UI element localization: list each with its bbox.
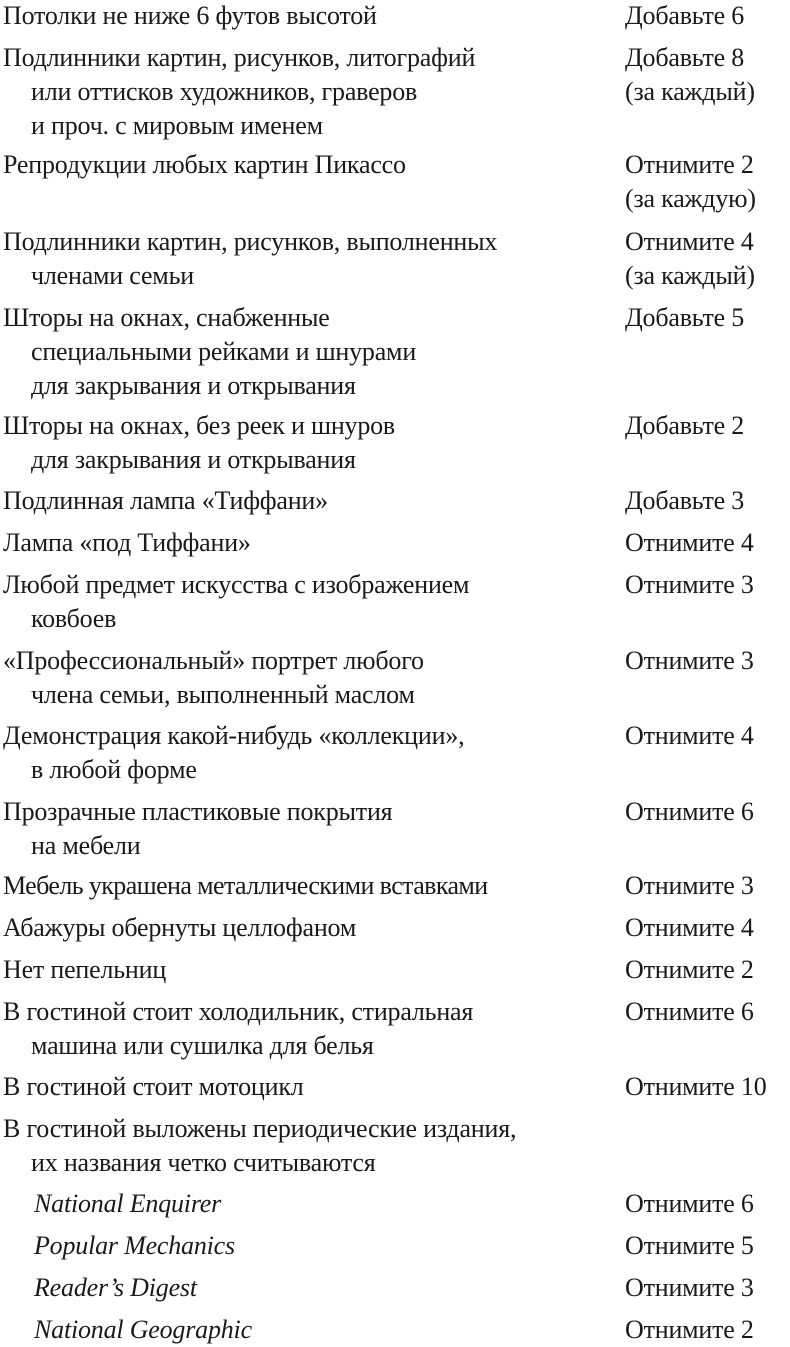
row-score <box>625 1229 754 1263</box>
score-text: Добавьте 2 <box>625 411 745 440</box>
score-text: Отнимите 3 <box>625 646 754 675</box>
row-description <box>0 953 620 987</box>
row-text: Шторы на окнах, без реек и шнуров <box>3 411 396 440</box>
table-row <box>0 719 790 787</box>
row-text: Подлинники картин, рисунков, выполненных <box>3 227 498 256</box>
row-description <box>0 484 620 518</box>
row-text: В гостиной выложены периодические издания, <box>3 1114 517 1143</box>
score-text: Отнимите 6 <box>625 997 754 1026</box>
row-score <box>625 995 754 1029</box>
row-text: Лампа «под Тиффани» <box>3 528 251 557</box>
table-row <box>0 953 790 987</box>
row-text: Мебель украшена металлическими вставками <box>3 871 488 900</box>
table-row <box>0 869 790 903</box>
score-text: Отнимите 3 <box>625 871 754 900</box>
row-text: для закрывания и открывания <box>31 371 356 400</box>
row-text: Подлинная лампа «Тиффани» <box>3 486 328 515</box>
row-score <box>625 1313 754 1347</box>
row-score <box>625 148 756 216</box>
row-text: Демонстрация какой-нибудь «коллекции», <box>3 721 465 750</box>
row-description <box>0 225 620 293</box>
row-description <box>0 995 620 1063</box>
row-text: на мебели <box>31 831 141 860</box>
periodical-title <box>0 1187 620 1221</box>
row-text: члена семьи, выполненный маслом <box>31 680 415 709</box>
row-score <box>625 953 754 987</box>
periodical-row <box>0 1229 790 1263</box>
score-text: Отнимите 4 <box>625 913 754 942</box>
row-score <box>625 225 755 293</box>
row-score <box>625 719 754 753</box>
row-score <box>625 484 744 518</box>
row-description <box>0 1112 700 1180</box>
periodical-name: Popular Mechanics <box>34 1231 235 1260</box>
table-row <box>0 995 790 1063</box>
row-text: ковбоев <box>31 604 117 633</box>
table-row <box>0 526 790 560</box>
row-text: Любой предмет искусства с изображением <box>3 570 470 599</box>
score-note: (за каждую) <box>625 184 756 213</box>
row-text: Подлинники картин, рисунков, литографий <box>3 43 476 72</box>
score-text: Отнимите 3 <box>625 1273 754 1302</box>
row-score <box>625 409 744 443</box>
score-text: Отнимите 2 <box>625 955 754 984</box>
score-note: (за каждый) <box>625 77 755 106</box>
row-score <box>625 644 754 678</box>
score-text: Отнимите 10 <box>625 1072 767 1101</box>
score-text: Отнимите 2 <box>625 150 754 179</box>
score-text: Добавьте 8 <box>625 43 745 72</box>
score-text: Добавьте 5 <box>625 303 745 332</box>
row-description <box>0 301 620 403</box>
row-score <box>625 568 754 602</box>
table-row <box>0 409 790 477</box>
row-score <box>625 795 754 829</box>
score-text: Отнимите 4 <box>625 721 754 750</box>
row-text: В гостиной стоит холодильник, стиральная <box>3 997 474 1026</box>
row-score <box>625 1271 754 1305</box>
row-text: или оттисков художников, граверов <box>31 77 418 106</box>
row-description <box>0 409 620 477</box>
row-text: специальными рейками и шнурами <box>31 337 417 366</box>
table-row <box>0 644 790 712</box>
row-text: Потолки не ниже 6 футов высотой <box>3 1 377 30</box>
row-description <box>0 869 620 903</box>
row-text: и проч. с мировым именем <box>31 111 323 140</box>
row-text: для закрывания и открывания <box>31 445 356 474</box>
periodical-row <box>0 1313 790 1347</box>
row-score <box>625 41 755 109</box>
row-text: Прозрачные пластиковые покрытия <box>3 797 393 826</box>
row-text: Шторы на окнах, снабженные <box>3 303 330 332</box>
score-text: Отнимите 6 <box>625 797 754 826</box>
table-row <box>0 1070 790 1104</box>
periodical-name: National Geographic <box>34 1315 252 1344</box>
row-description <box>0 568 620 636</box>
score-note: (за каждый) <box>625 261 755 290</box>
table-row <box>0 0 790 33</box>
periodical-name: Reader’s Digest <box>34 1273 197 1302</box>
score-text: Отнимите 4 <box>625 227 754 256</box>
row-text: Абажуры обернуты целлофаном <box>3 913 357 942</box>
table-row <box>0 225 790 293</box>
row-score <box>625 1187 754 1221</box>
score-text: Отнимите 5 <box>625 1231 754 1260</box>
row-text: «Профессиональный» портрет любого <box>3 646 424 675</box>
row-score <box>625 869 754 903</box>
score-text: Добавьте 3 <box>625 486 745 515</box>
row-score <box>625 0 744 33</box>
row-text: в любой форме <box>31 755 197 784</box>
row-text: Нет пепельниц <box>3 955 167 984</box>
table-row <box>0 1112 790 1180</box>
periodical-name: National Enquirer <box>34 1189 222 1218</box>
row-description <box>0 41 620 143</box>
row-text: членами семьи <box>31 261 194 290</box>
row-description <box>0 1070 620 1104</box>
score-text: Отнимите 4 <box>625 528 754 557</box>
row-description <box>0 0 620 33</box>
row-description <box>0 911 620 945</box>
row-description <box>0 795 620 863</box>
table-row <box>0 795 790 863</box>
periodical-row <box>0 1187 790 1221</box>
table-row <box>0 484 790 518</box>
row-description <box>0 644 620 712</box>
row-score <box>625 911 754 945</box>
periodical-title <box>0 1313 620 1347</box>
row-description <box>0 719 620 787</box>
score-text: Отнимите 2 <box>625 1315 754 1344</box>
row-text: Репродукции любых картин Пикассо <box>3 150 406 179</box>
score-text: Добавьте 6 <box>625 1 745 30</box>
table-row <box>0 148 790 213</box>
periodical-title <box>0 1229 620 1263</box>
row-text: В гостиной стоит мотоцикл <box>3 1072 304 1101</box>
row-description <box>0 526 620 560</box>
row-text: их названия четко считываются <box>31 1148 376 1177</box>
periodical-row <box>0 1271 790 1305</box>
table-row <box>0 41 790 143</box>
periodical-title <box>0 1271 620 1305</box>
table-row <box>0 301 790 403</box>
row-score <box>625 1070 767 1104</box>
score-text: Отнимите 6 <box>625 1189 754 1218</box>
table-row <box>0 568 790 636</box>
row-description <box>0 148 620 182</box>
table-row <box>0 911 790 945</box>
row-score <box>625 526 754 560</box>
score-text: Отнимите 3 <box>625 570 754 599</box>
row-score <box>625 301 744 335</box>
row-text: машина или сушилка для белья <box>31 1031 374 1060</box>
